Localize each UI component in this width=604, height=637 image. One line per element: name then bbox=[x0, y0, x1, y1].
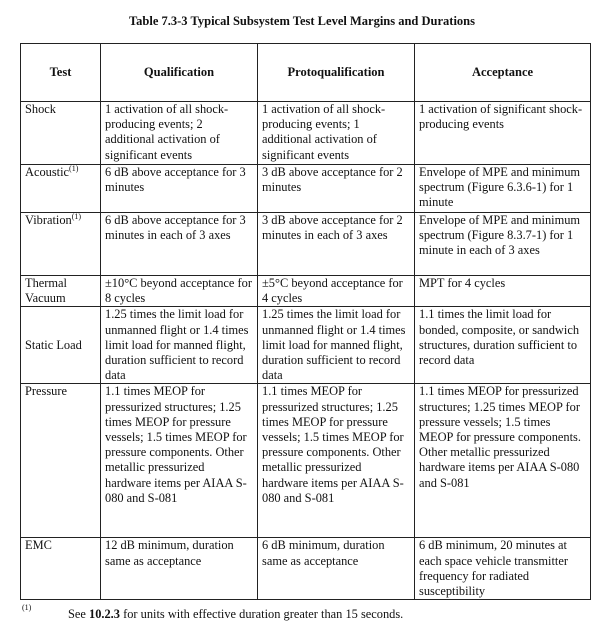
table-row bbox=[21, 213, 591, 276]
header-test: Test bbox=[21, 44, 101, 102]
header-qualification: Qualification bbox=[101, 44, 258, 102]
cell-protoqualification: 1.25 times the limit load for unmanned flight or 1.4 times limit load for manned flight, duration sufficient to record data bbox=[258, 307, 415, 384]
cell-qualification: 1.1 times MEOP for pressurized structures; 1.25 times MEOP for pressure vessels; 1.5 times MEOP for pressure components. Other metallic pressurized hardware items per AIAA S-080 and S-081 bbox=[101, 384, 258, 538]
cell-acceptance: 1.1 times MEOP for pressurized structures; 1.25 times MEOP for pressure vessels; 1.5 times MEOP for pressure components. Other metallic pressurized hardware items per AIAA S-080 and S-081 bbox=[415, 384, 591, 538]
table-row bbox=[21, 276, 591, 307]
cell-test bbox=[21, 307, 101, 384]
cell-acceptance: Envelope of MPE and minimum spectrum (Figure 8.3.7-1) for 1 minute in each of 3 axes bbox=[415, 213, 591, 276]
table-header-row bbox=[21, 44, 591, 102]
footnote-text bbox=[68, 607, 403, 622]
test-name: EMC bbox=[25, 538, 52, 553]
cell-acceptance: MPT for 4 cycles bbox=[415, 276, 591, 307]
table-row bbox=[21, 538, 591, 600]
cell-qualification: ±10°C beyond acceptance for 8 cycles bbox=[101, 276, 258, 307]
cell-protoqualification: ±5°C beyond acceptance for 4 cycles bbox=[258, 276, 415, 307]
cell-test bbox=[21, 102, 101, 165]
header-acceptance: Acceptance bbox=[415, 44, 591, 102]
cell-protoqualification: 1 activation of all shock-producing events; 1 additional activation of significant events bbox=[258, 102, 415, 165]
footnote-text-after: for units with effective duration greater than 15 seconds. bbox=[119, 607, 404, 621]
test-name: Vibration bbox=[25, 213, 72, 227]
test-name: Thermal Vacuum bbox=[25, 276, 67, 306]
cell-test bbox=[21, 213, 101, 276]
cell-test bbox=[21, 538, 101, 600]
cell-qualification: 1.25 times the limit load for unmanned flight or 1.4 times limit load for manned flight, duration sufficient to record data bbox=[101, 307, 258, 384]
cell-test bbox=[21, 165, 101, 213]
table-row bbox=[21, 102, 591, 165]
test-level-table bbox=[20, 43, 591, 600]
test-name: Pressure bbox=[25, 384, 67, 399]
footnote-text-before: See bbox=[68, 607, 89, 621]
test-name: Shock bbox=[25, 102, 56, 116]
cell-protoqualification: 3 dB above acceptance for 2 minutes bbox=[258, 165, 415, 213]
table-title: Table 7.3-3 Typical Subsystem Test Level Margins and Durations bbox=[128, 14, 475, 28]
cell-test bbox=[21, 276, 101, 307]
footnote-marker: (1) bbox=[69, 163, 79, 173]
cell-acceptance: 6 dB minimum, 20 minutes at each space vehicle transmitter frequency for radiated susceptibility bbox=[415, 538, 591, 600]
cell-qualification: 6 dB above acceptance for 3 minutes in each of 3 axes bbox=[101, 213, 258, 276]
table-footnote bbox=[22, 603, 592, 622]
footnote-mark: (1) bbox=[22, 603, 32, 612]
cell-acceptance: 1 activation of significant shock-producing events bbox=[415, 102, 591, 165]
table-row bbox=[21, 384, 591, 538]
cell-protoqualification: 1.1 times MEOP for pressurized structures; 1.25 times MEOP for pressure vessels; 1.5 times MEOP for pressure components. Other metallic pressurized hardware items per AIAA S-080 and S-081 bbox=[258, 384, 415, 538]
footnote-marker: (1) bbox=[71, 211, 82, 221]
cell-protoqualification: 6 dB minimum, duration same as acceptance bbox=[258, 538, 415, 600]
cell-qualification: 6 dB above acceptance for 3 minutes bbox=[101, 165, 258, 213]
cell-protoqualification: 3 dB above acceptance for 2 minutes in each of 3 axes bbox=[258, 213, 415, 276]
table-row bbox=[21, 307, 591, 384]
test-name: Acoustic bbox=[25, 165, 70, 179]
cell-acceptance: Envelope of MPE and minimum spectrum (Figure 6.3.6-1) for 1 minute bbox=[415, 165, 591, 213]
cell-test bbox=[21, 384, 101, 538]
table-row bbox=[21, 165, 591, 213]
cell-qualification: 1 activation of all shock-producing events; 2 additional activation of significant events bbox=[101, 102, 258, 165]
header-protoqualification: Protoqualification bbox=[258, 44, 415, 102]
cell-acceptance: 1.1 times the limit load for bonded, composite, or sandwich structures, duration sufficient to record data bbox=[415, 307, 591, 384]
footnote-ref-link[interactable]: 10.2.3 bbox=[89, 607, 120, 621]
test-name: Static Load bbox=[25, 337, 82, 352]
cell-qualification: 12 dB minimum, duration same as acceptance bbox=[101, 538, 258, 600]
